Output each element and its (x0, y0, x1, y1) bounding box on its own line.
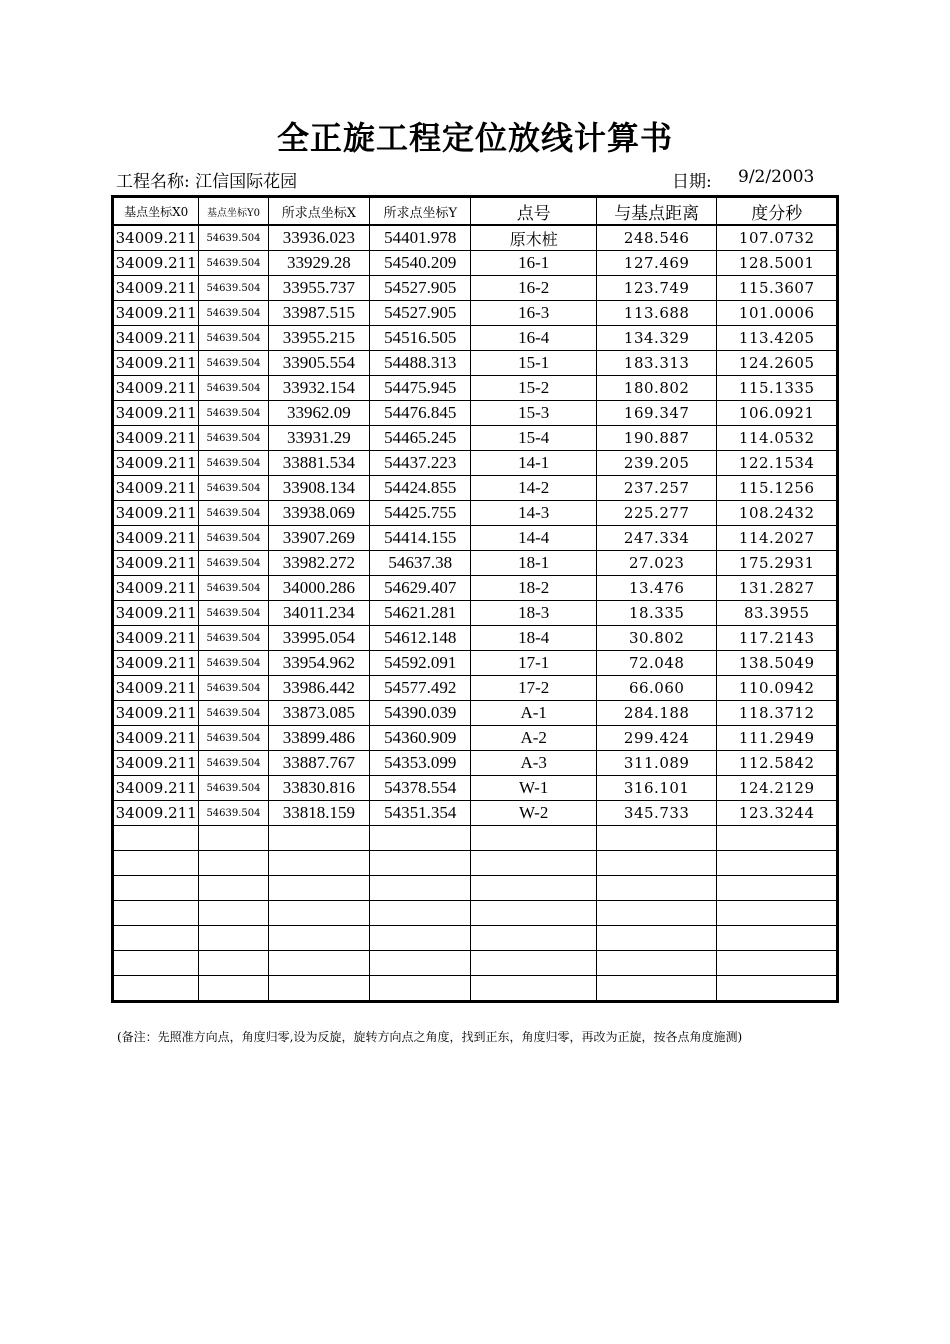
base-x-cell: 34009.211 (113, 726, 199, 751)
base-x-cell: 34009.211 (113, 301, 199, 326)
base-y-cell: 54639.504 (199, 426, 268, 451)
angle-cell: 114.0532 (717, 426, 838, 451)
empty-cell (370, 826, 471, 851)
empty-cell (370, 851, 471, 876)
angle-cell: 123.3244 (717, 801, 838, 826)
table-row (113, 276, 838, 301)
header-base-y: 基点坐标Y0 (199, 197, 268, 226)
target-x-cell: 33873.085 (268, 701, 369, 726)
base-y-cell: 54639.504 (199, 476, 268, 501)
empty-row (113, 901, 838, 926)
target-x-cell: 33908.134 (268, 476, 369, 501)
empty-cell (199, 901, 268, 926)
empty-row (113, 926, 838, 951)
empty-cell (199, 951, 268, 976)
distance-cell: 248.546 (596, 225, 716, 251)
base-x-cell: 34009.211 (113, 701, 199, 726)
distance-cell: 247.334 (596, 526, 716, 551)
target-y-cell: 54425.755 (370, 501, 471, 526)
distance-cell: 27.023 (596, 551, 716, 576)
empty-cell (199, 876, 268, 901)
empty-cell (471, 826, 597, 851)
point-id-cell: W-1 (471, 776, 597, 801)
base-x-cell: 34009.211 (113, 376, 199, 401)
table-row (113, 526, 838, 551)
table-row (113, 576, 838, 601)
point-id-cell: 16-2 (471, 276, 597, 301)
base-x-cell: 34009.211 (113, 751, 199, 776)
point-id-cell: 16-3 (471, 301, 597, 326)
empty-cell (471, 976, 597, 1002)
target-y-cell: 54424.855 (370, 476, 471, 501)
point-id-cell: 14-4 (471, 526, 597, 551)
angle-cell: 83.3955 (717, 601, 838, 626)
header-angle: 度分秒 (717, 197, 838, 226)
table-row (113, 626, 838, 651)
target-x-cell: 33986.442 (268, 676, 369, 701)
empty-cell (596, 876, 716, 901)
empty-row (113, 876, 838, 901)
base-y-cell: 54639.504 (199, 551, 268, 576)
angle-cell: 124.2129 (717, 776, 838, 801)
base-y-cell: 54639.504 (199, 451, 268, 476)
angle-cell: 175.2931 (717, 551, 838, 576)
point-id-cell: 15-3 (471, 401, 597, 426)
target-y-cell: 54476.845 (370, 401, 471, 426)
empty-cell (471, 851, 597, 876)
empty-cell (370, 901, 471, 926)
empty-row (113, 951, 838, 976)
base-y-cell: 54639.504 (199, 726, 268, 751)
target-y-cell: 54488.313 (370, 351, 471, 376)
point-id-cell: 15-1 (471, 351, 597, 376)
base-x-cell: 34009.211 (113, 801, 199, 826)
base-x-cell: 34009.211 (113, 526, 199, 551)
target-x-cell: 33887.767 (268, 751, 369, 776)
target-y-cell: 54414.155 (370, 526, 471, 551)
table-row (113, 651, 838, 676)
target-y-cell: 54577.492 (370, 676, 471, 701)
empty-cell (717, 951, 838, 976)
empty-cell (471, 951, 597, 976)
distance-cell: 127.469 (596, 251, 716, 276)
empty-cell (596, 826, 716, 851)
table-row (113, 776, 838, 801)
target-x-cell: 33830.816 (268, 776, 369, 801)
angle-cell: 114.2027 (717, 526, 838, 551)
target-x-cell: 33931.29 (268, 426, 369, 451)
header-point-id: 点号 (471, 197, 597, 226)
target-x-cell: 34011.234 (268, 601, 369, 626)
table-row (113, 376, 838, 401)
base-x-cell: 34009.211 (113, 551, 199, 576)
distance-cell: 311.089 (596, 751, 716, 776)
target-x-cell: 33929.28 (268, 251, 369, 276)
target-x-cell: 33881.534 (268, 451, 369, 476)
empty-cell (113, 876, 199, 901)
distance-cell: 18.335 (596, 601, 716, 626)
target-x-cell: 33995.054 (268, 626, 369, 651)
distance-cell: 183.313 (596, 351, 716, 376)
point-id-cell: W-2 (471, 801, 597, 826)
base-y-cell: 54639.504 (199, 626, 268, 651)
table-row (113, 751, 838, 776)
empty-cell (268, 826, 369, 851)
angle-cell: 106.0921 (717, 401, 838, 426)
empty-cell (268, 926, 369, 951)
distance-cell: 134.329 (596, 326, 716, 351)
target-y-cell: 54475.945 (370, 376, 471, 401)
page-title: 全正旋工程定位放线计算书 (276, 119, 673, 157)
empty-cell (113, 926, 199, 951)
date-value: 9/2/2003 (738, 167, 815, 187)
base-x-cell: 34009.211 (113, 451, 199, 476)
point-id-cell: 16-4 (471, 326, 597, 351)
project-name: 江信国际花园 (195, 172, 298, 192)
target-x-cell: 34000.286 (268, 576, 369, 601)
distance-cell: 316.101 (596, 776, 716, 801)
base-y-cell: 54639.504 (199, 501, 268, 526)
empty-cell (113, 851, 199, 876)
target-y-cell: 54621.281 (370, 601, 471, 626)
distance-cell: 284.188 (596, 701, 716, 726)
table-row (113, 551, 838, 576)
base-y-cell: 54639.504 (199, 225, 268, 251)
target-x-cell: 33932.154 (268, 376, 369, 401)
base-x-cell: 34009.211 (113, 476, 199, 501)
angle-cell: 107.0732 (717, 225, 838, 251)
target-x-cell: 33955.737 (268, 276, 369, 301)
empty-cell (370, 926, 471, 951)
table-header-row (113, 197, 838, 226)
base-y-cell: 54639.504 (199, 376, 268, 401)
table-row (113, 401, 838, 426)
distance-cell: 239.205 (596, 451, 716, 476)
header-target-x: 所求点坐标X (268, 197, 369, 226)
table-row (113, 501, 838, 526)
base-y-cell: 54639.504 (199, 801, 268, 826)
base-y-cell: 54639.504 (199, 751, 268, 776)
target-y-cell: 54465.245 (370, 426, 471, 451)
target-y-cell: 54527.905 (370, 276, 471, 301)
base-y-cell: 54639.504 (199, 526, 268, 551)
project-label: 工程名称: (116, 172, 190, 192)
base-y-cell: 54639.504 (199, 776, 268, 801)
point-id-cell: 原木桩 (471, 225, 597, 251)
distance-cell: 30.802 (596, 626, 716, 651)
point-id-cell: 14-1 (471, 451, 597, 476)
empty-cell (113, 976, 199, 1002)
angle-cell: 138.5049 (717, 651, 838, 676)
empty-cell (113, 951, 199, 976)
distance-cell: 169.347 (596, 401, 716, 426)
base-x-cell: 34009.211 (113, 225, 199, 251)
point-id-cell: 18-1 (471, 551, 597, 576)
base-x-cell: 34009.211 (113, 501, 199, 526)
target-x-cell: 33954.962 (268, 651, 369, 676)
empty-cell (199, 976, 268, 1002)
target-y-cell: 54378.554 (370, 776, 471, 801)
target-y-cell: 54592.091 (370, 651, 471, 676)
base-y-cell: 54639.504 (199, 701, 268, 726)
table-row (113, 476, 838, 501)
base-y-cell: 54639.504 (199, 651, 268, 676)
target-y-cell: 54401.978 (370, 225, 471, 251)
point-id-cell: A-1 (471, 701, 597, 726)
table-row (113, 351, 838, 376)
angle-cell: 113.4205 (717, 326, 838, 351)
point-id-cell: 14-3 (471, 501, 597, 526)
angle-cell: 115.1335 (717, 376, 838, 401)
empty-cell (113, 826, 199, 851)
angle-cell: 117.2143 (717, 626, 838, 651)
target-x-cell: 33938.069 (268, 501, 369, 526)
base-x-cell: 34009.211 (113, 401, 199, 426)
base-x-cell: 34009.211 (113, 676, 199, 701)
target-x-cell: 33982.272 (268, 551, 369, 576)
base-x-cell: 34009.211 (113, 776, 199, 801)
distance-cell: 66.060 (596, 676, 716, 701)
table-row (113, 701, 838, 726)
target-y-cell: 54637.38 (370, 551, 471, 576)
empty-cell (113, 901, 199, 926)
table-row (113, 326, 838, 351)
empty-cell (596, 976, 716, 1002)
table-row (113, 426, 838, 451)
point-id-cell: 17-1 (471, 651, 597, 676)
base-x-cell: 34009.211 (113, 251, 199, 276)
empty-cell (199, 851, 268, 876)
empty-cell (268, 951, 369, 976)
header-target-y: 所求点坐标Y (370, 197, 471, 226)
table-body (113, 225, 838, 1002)
point-id-cell: 18-3 (471, 601, 597, 626)
target-x-cell: 33936.023 (268, 225, 369, 251)
target-y-cell: 54351.354 (370, 801, 471, 826)
base-x-cell: 34009.211 (113, 276, 199, 301)
angle-cell: 108.2432 (717, 501, 838, 526)
point-id-cell: 18-4 (471, 626, 597, 651)
base-x-cell: 34009.211 (113, 626, 199, 651)
target-y-cell: 54360.909 (370, 726, 471, 751)
empty-cell (596, 951, 716, 976)
empty-cell (199, 826, 268, 851)
distance-cell: 225.277 (596, 501, 716, 526)
empty-cell (717, 976, 838, 1002)
empty-cell (596, 901, 716, 926)
empty-row (113, 851, 838, 876)
base-y-cell: 54639.504 (199, 601, 268, 626)
empty-cell (471, 901, 597, 926)
empty-cell (268, 901, 369, 926)
table-row (113, 451, 838, 476)
distance-cell: 113.688 (596, 301, 716, 326)
distance-cell: 237.257 (596, 476, 716, 501)
table-row (113, 601, 838, 626)
empty-cell (268, 976, 369, 1002)
angle-cell: 122.1534 (717, 451, 838, 476)
calculation-table (111, 195, 839, 1003)
empty-cell (268, 876, 369, 901)
base-y-cell: 54639.504 (199, 351, 268, 376)
angle-cell: 131.2827 (717, 576, 838, 601)
point-id-cell: 14-2 (471, 476, 597, 501)
point-id-cell: A-3 (471, 751, 597, 776)
empty-cell (596, 926, 716, 951)
angle-cell: 112.5842 (717, 751, 838, 776)
point-id-cell: 15-4 (471, 426, 597, 451)
header-distance: 与基点距离 (596, 197, 716, 226)
target-y-cell: 54390.039 (370, 701, 471, 726)
footnote: (备注：先照准方向点，角度归零,设为反旋，旋转方向点之角度，找到正东，角度归零，再改为正旋，按各点角度施测) (117, 1030, 743, 1044)
target-x-cell: 33962.09 (268, 401, 369, 426)
empty-cell (717, 876, 838, 901)
empty-cell (370, 876, 471, 901)
empty-cell (596, 851, 716, 876)
table-row (113, 225, 838, 251)
table-row (113, 251, 838, 276)
target-x-cell: 33955.215 (268, 326, 369, 351)
table-row (113, 301, 838, 326)
table-row (113, 726, 838, 751)
angle-cell: 111.2949 (717, 726, 838, 751)
point-id-cell: A-2 (471, 726, 597, 751)
base-y-cell: 54639.504 (199, 676, 268, 701)
date-label: 日期: (672, 172, 712, 192)
empty-row (113, 826, 838, 851)
target-y-cell: 54437.223 (370, 451, 471, 476)
base-y-cell: 54639.504 (199, 251, 268, 276)
empty-cell (717, 926, 838, 951)
empty-cell (199, 926, 268, 951)
target-x-cell: 33818.159 (268, 801, 369, 826)
empty-cell (717, 851, 838, 876)
table-row (113, 801, 838, 826)
point-id-cell: 18-2 (471, 576, 597, 601)
target-y-cell: 54540.209 (370, 251, 471, 276)
target-y-cell: 54629.407 (370, 576, 471, 601)
point-id-cell: 16-1 (471, 251, 597, 276)
distance-cell: 72.048 (596, 651, 716, 676)
target-x-cell: 33899.486 (268, 726, 369, 751)
angle-cell: 110.0942 (717, 676, 838, 701)
empty-cell (370, 951, 471, 976)
base-y-cell: 54639.504 (199, 301, 268, 326)
project-info (116, 167, 297, 192)
base-x-cell: 34009.211 (113, 601, 199, 626)
base-x-cell: 34009.211 (113, 326, 199, 351)
base-x-cell: 34009.211 (113, 351, 199, 376)
distance-cell: 180.802 (596, 376, 716, 401)
empty-cell (268, 851, 369, 876)
base-y-cell: 54639.504 (199, 401, 268, 426)
empty-cell (717, 826, 838, 851)
distance-cell: 123.749 (596, 276, 716, 301)
point-id-cell: 17-2 (471, 676, 597, 701)
header-base-x: 基点坐标X0 (113, 197, 199, 226)
base-y-cell: 54639.504 (199, 276, 268, 301)
target-y-cell: 54516.505 (370, 326, 471, 351)
empty-cell (471, 876, 597, 901)
empty-row (113, 976, 838, 1002)
distance-cell: 190.887 (596, 426, 716, 451)
empty-cell (471, 926, 597, 951)
empty-cell (717, 901, 838, 926)
angle-cell: 118.3712 (717, 701, 838, 726)
angle-cell: 124.2605 (717, 351, 838, 376)
angle-cell: 115.1256 (717, 476, 838, 501)
point-id-cell: 15-2 (471, 376, 597, 401)
target-y-cell: 54612.148 (370, 626, 471, 651)
target-x-cell: 33987.515 (268, 301, 369, 326)
base-x-cell: 34009.211 (113, 651, 199, 676)
target-x-cell: 33907.269 (268, 526, 369, 551)
target-y-cell: 54527.905 (370, 301, 471, 326)
table-row (113, 676, 838, 701)
angle-cell: 115.3607 (717, 276, 838, 301)
distance-cell: 13.476 (596, 576, 716, 601)
angle-cell: 128.5001 (717, 251, 838, 276)
distance-cell: 345.733 (596, 801, 716, 826)
base-y-cell: 54639.504 (199, 576, 268, 601)
empty-cell (370, 976, 471, 1002)
base-x-cell: 34009.211 (113, 576, 199, 601)
angle-cell: 101.0006 (717, 301, 838, 326)
distance-cell: 299.424 (596, 726, 716, 751)
base-y-cell: 54639.504 (199, 326, 268, 351)
base-x-cell: 34009.211 (113, 426, 199, 451)
target-y-cell: 54353.099 (370, 751, 471, 776)
target-x-cell: 33905.554 (268, 351, 369, 376)
